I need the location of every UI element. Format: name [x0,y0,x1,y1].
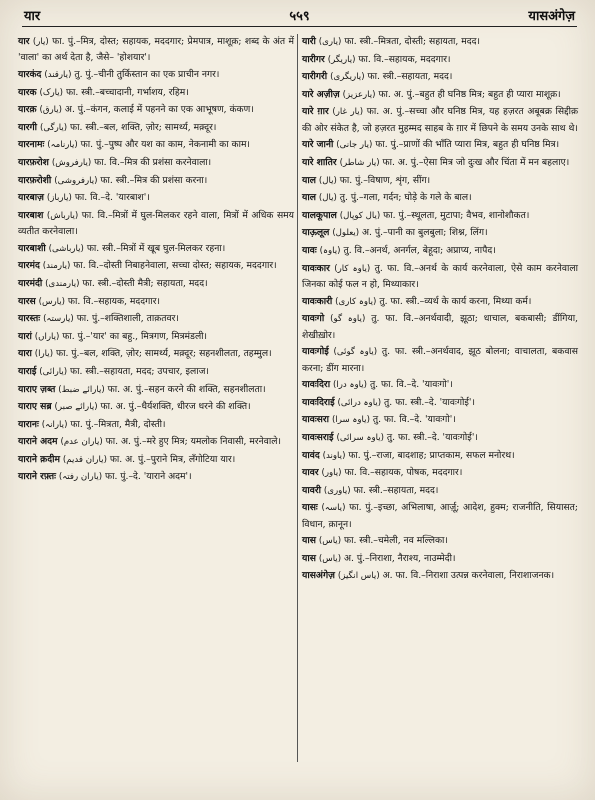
entry-definition: तु. फा. स्त्री.–दे. 'यावःगोई'। [384,396,475,408]
entry-definition: तु. फा. वि.–दे. 'यावःगो'। [369,379,453,391]
entry-urdu-spelling: (یال) [318,193,337,204]
entry-definition: फा. स्त्री.–बच्चादानी, गर्भाशय, रहिम। [65,86,189,98]
entry-headword: यारमंदी [18,277,43,289]
dictionary-entry [18,241,294,257]
dictionary-entry [302,87,578,103]
entry-definition: तु. पुं.–चीनी तुर्किस्तान का एक प्राचीन नगर। [74,69,220,80]
entry-definition: अ. पुं.–कंगन, कलाई में पहनने का एक आभूषण, कंकण। [64,104,254,116]
dictionary-entry [18,67,294,83]
entry-definition: फा. पुं.–'यार' का बहु., मित्रगण, मित्रमंडली। [62,330,208,342]
entry-definition: फा. अ. पुं.–मरे हुए मित्र; यमलोक निवासी, मरनेवाले। [105,436,281,448]
dictionary-entry [302,568,578,584]
page-number: ५५९ [289,9,310,24]
entry-urdu-spelling: (یاس انگیز) [337,571,380,582]
dictionary-entry [18,120,294,136]
entry-headword: याराने क़दीम [18,453,60,465]
entry-headword: यारीगरी [302,71,328,83]
entry-urdu-spelling: (یارانہ) [41,419,68,430]
entry-headword: याऊ़लूल [302,227,330,239]
dictionary-entry [302,465,578,481]
entry-urdu-spelling: (یارگی) [39,122,68,133]
dictionary-entry [18,190,294,206]
entry-urdu-spelling: (یارباش) [46,210,79,221]
entry-urdu-spelling: (یارباشی) [48,243,84,254]
entry-headword: यार [18,36,30,47]
entry-headword: याल [302,174,316,186]
entry-definition: तु. पुं.–गला, गर्दन; घोड़े के गले के बाल। [339,192,472,204]
entry-definition: तु. वि.–अनर्थ, अनर्गल, बेहूदा; अप्राप्य, नापैद। [343,244,496,256]
entry-urdu-spelling: (یارک) [39,87,64,98]
dictionary-entry [302,190,578,206]
entry-urdu-spelling: (یاسہ) [321,503,346,514]
entry-headword: यारा [18,348,32,360]
entry-urdu-spelling: (یاوری) [323,485,351,496]
dictionary-entry [18,137,294,153]
entry-urdu-spelling: (یارق) [39,105,62,116]
right-column [302,34,578,586]
entry-definition: फा. अ. पुं.–पुराने मित्र, लँगोटिया यार। [109,453,236,465]
entry-definition: फा. पुं.–बल, शक्ति, ज़ोर; सामर्थ्य, मक़्दूर; सहनशीलता, तहम्मुल। [55,348,272,360]
entry-urdu-spelling: (یارباز) [46,193,72,204]
entry-headword: यारीगर [302,53,325,65]
entry-headword: यावःकार [302,262,330,274]
dictionary-entry [302,294,578,310]
entry-definition: फा. वि.–सहायक, मददगार। [358,53,451,65]
entry-headword: याराने रफ़्तः [18,471,56,483]
entry-definition: फा. वि.–दे. 'यारबाश'। [74,192,150,204]
entry-urdu-spelling: (یاران رفتہ) [58,472,103,483]
entry-urdu-spelling: (یارعزیز) [342,89,376,100]
entry-definition: फा. पुं.–विषाण, शृंग, सींग। [339,174,431,186]
dictionary-entry [302,483,578,499]
entry-definition: फा. पुं.–मित्र, दोस्त; सहायक, मददगार; प्रेमपात्र, माशूक़; शब्द के अंत में 'वाला' का अर्थ देता है, जैसे– 'होशयार'। [18,36,294,64]
dictionary-entry [18,34,294,66]
dictionary-entry [302,448,578,464]
dictionary-entry [18,155,294,171]
page-header [22,4,577,27]
entry-urdu-spelling: (یارا) [34,349,54,360]
entry-urdu-spelling: (یاوہ درا) [333,380,368,391]
entry-urdu-spelling: (یاوہ کاری) [335,296,377,307]
dictionary-entry [302,500,578,532]
entry-urdu-spelling: (یار غار) [332,107,364,118]
entry-definition: फा. अ. पुं.–बहुत ही घनिष्ठ मित्र; बहुत ही प्यारा माशूक़। [378,88,561,100]
entry-definition: फा. अ. पुं.–धैर्यशक्ति, धीरज धरने की शक्ति। [100,401,251,413]
entry-headword: यारनामः [18,139,45,151]
entry-urdu-spelling: (یارائے صبر) [54,402,98,413]
entry-headword: याल [302,192,316,204]
entry-headword: यारे अज़ीज़ [302,88,340,100]
dictionary-entry [302,377,578,393]
entry-definition: अ. पुं.–निराशा, नैराश्य, नाउम्मेदी। [344,552,456,564]
entry-headword: यावरी [302,484,321,496]
entry-definition: फा. पुं.–इच्छा, अभिलाषा, आर्ज़ू; आदेश, हुक्म; राजनीति, सियासत; विधान, क़ानून। [302,502,579,530]
entry-definition: फा. स्त्री.–मित्र की प्रशंसा करना। [100,174,208,186]
entry-headword: यारबाज़ [18,192,44,204]
entry-urdu-spelling: (یال کوپال) [339,210,381,221]
entry-headword: यारकंद [18,69,42,80]
entry-urdu-spelling: (یارس) [38,296,65,307]
entry-urdu-spelling: (یارفروش) [51,157,92,168]
dictionary-entry [302,261,578,293]
entry-definition: फा. स्त्री.–मित्रता, दोस्ती; सहायता, मदद। [344,36,481,47]
dictionary-entry [18,311,294,327]
entry-urdu-spelling: (یاوہ سرائی) [336,432,384,443]
entry-definition: अ. पुं.–पानी का बुलबुला; शिश्न, लिंग। [362,227,488,239]
dictionary-entry [302,344,578,376]
entry-urdu-spelling: (یاوہ گو) [330,314,366,325]
dictionary-entry [302,52,578,68]
column-divider [297,34,298,762]
dictionary-entry [18,399,294,415]
entry-urdu-spelling: (یاس) [318,536,342,547]
entry-headword: यारे जानी [302,139,334,151]
entry-headword: यारमंद [18,260,40,272]
entry-urdu-spelling: (یاوہ) [319,245,341,256]
entry-urdu-spelling: (یاری) [318,37,342,47]
entry-urdu-spelling: (یاوہ کار) [334,263,371,274]
entry-urdu-spelling: (یاران عدم) [60,437,103,448]
dictionary-entry [302,225,578,241]
entry-urdu-spelling: (یارقند) [44,70,72,80]
dictionary-entry [302,208,578,224]
entry-headword: यारक [18,86,37,98]
entry-urdu-spelling: (یاران قدیم) [62,454,107,465]
entry-headword: याराई [18,365,37,377]
entry-headword: यास [302,535,316,547]
entry-definition: तु. फा. वि.–अनर्थवादी, झूठा; धाचाल, बकबासी; डींगिया, शेखीख़ोर। [302,313,579,341]
dictionary-entry [18,258,294,274]
entry-headword: यारफ़रोश [18,156,49,168]
dictionary-entry [302,533,578,549]
left-column [18,34,294,487]
dictionary-entry [302,34,578,50]
dictionary-entry [18,276,294,292]
dictionary-entry [18,346,294,362]
entry-definition: फा. स्त्री.–बल, शक्ति, ज़ोर; सामर्थ्य, मक़्दूर। [70,121,217,133]
entry-headword: यारबाशी [18,242,46,254]
entry-urdu-spelling: (یار) [32,37,49,47]
entry-headword: यारानः [18,418,39,430]
entry-definition: फा. पुं.–मित्रता, मैत्री, दोस्ती। [70,418,166,430]
dictionary-entry [18,382,294,398]
dictionary-entry [302,69,578,85]
dictionary-entry [302,155,578,171]
entry-definition: तु. फा. वि.–अनर्थ के कार्य करनेवाला, ऐसे काम करनेवाला जिनका कोई फल न हो, मिथ्याकार। [302,262,578,290]
entry-headword: याराए सब्र [18,401,52,413]
entry-urdu-spelling: (یارمند) [42,261,71,272]
entry-headword: यावःसरा [302,414,330,426]
dictionary-entry [302,412,578,428]
dictionary-entry [18,329,294,345]
entry-headword: यारे ग़ार [302,106,329,118]
dictionary-entry [302,137,578,153]
entry-urdu-spelling: (یارمندی) [45,278,80,289]
entry-urdu-spelling: (یاوند) [322,450,346,461]
entry-definition: फा. पुं.–पुष्प और यश का काम, नेकनामी का काम। [80,139,250,151]
entry-definition: फा. वि.–दोस्ती निबाहनेवाला, सच्चा दोस्त; सहायक, मददगार। [73,260,277,272]
entry-definition: फा. स्त्री.–चमेली, नव मल्लिका। [344,535,448,547]
entry-urdu-spelling: (یاوہ گوئی) [333,347,378,358]
entry-definition: फा. पुं.–स्थूलता, मुटापा; वैभव, शानोशौकत। [383,209,530,221]
entry-definition: तु. फा. स्त्री.–दे. 'यावःगोई'। [386,431,478,443]
entry-definition: फा. स्त्री.–सहायता, मदद; उपचार, इलाज। [70,365,209,377]
entry-definition: फा. पुं.–दे. 'याराने अदम'। [105,471,192,483]
entry-definition: तु. फा. वि.–दे. 'यावःगो'। [372,414,456,426]
dictionary-entry [18,102,294,118]
entry-definition: फा. वि.–मित्र की प्रशंसा करनेवाला। [94,156,212,168]
entry-headword: यारस [18,295,36,307]
entry-headword: यारक़ [18,104,37,116]
entry-headword: याराने अदम [18,436,58,448]
entry-definition: फा. पुं.–शक्तिशाली, ताक़तवर। [76,313,179,325]
entry-headword: याराए ज़ब्त [18,383,56,395]
dictionary-entry [302,243,578,259]
dictionary-entry [302,430,578,446]
dictionary-entry [18,434,294,450]
entry-urdu-spelling: (یاوہ درائی) [337,397,382,408]
entry-urdu-spelling: (یارفروشی) [54,175,98,186]
entry-headword: यारस्तः [18,313,41,325]
entry-definition: फा. स्त्री.–सहायता, मदद। [353,484,439,496]
entry-urdu-spelling: (یاراں) [34,331,60,342]
dictionary-entry [302,173,578,189]
entry-urdu-spelling: (یال) [318,175,337,186]
entry-headword: यारबाश [18,209,44,221]
entry-headword: यारगी [18,121,38,133]
entry-headword: यारफ़रोशी [18,174,52,186]
entry-urdu-spelling: (یاوہ سرا) [331,415,370,426]
entry-headword: यासअंगेज़ [302,570,335,582]
entry-headword: यावर [302,467,319,479]
entry-definition: फा. स्त्री.–मित्रों में खूब घुल-मिलकर रहना। [86,242,226,254]
entry-urdu-spelling: (یاس) [318,553,342,564]
entry-headword: यावःदिरा [302,379,331,391]
entry-headword: यावंद [302,449,320,461]
dictionary-entry [18,294,294,310]
entry-definition: फा. वि.–सहायक, पोषक, मददगार। [344,467,463,479]
dictionary-entry [18,452,294,468]
entry-headword: यारी [302,36,316,47]
entry-headword: यासः [302,502,318,514]
entry-urdu-spelling: (یارائے ضبط) [58,384,105,395]
entry-headword: यावः [302,244,317,256]
dictionary-entry [18,173,294,189]
entry-headword: यारां [18,330,32,342]
entry-urdu-spelling: (یارنامہ) [47,140,78,151]
entry-definition: फा. स्त्री.–दोस्ती मैत्री; सहायता, मदद। [82,277,208,289]
header-right-guideword: यासअंगेज़ [528,9,575,24]
entry-headword: यावःसराई [302,431,334,443]
entry-headword: यारे शातिर [302,156,337,168]
entry-urdu-spelling: (یعلول) [332,228,360,239]
entry-definition: तु. फा. स्त्री.–अनर्थवाद, झूठ बोलना; वाचालता, बकवास करना; डींग मारना। [302,346,579,374]
entry-urdu-spelling: (یارائی) [39,366,68,377]
entry-definition: फा. अ. पुं.–ऐसा मित्र जो दुःख और चिंता में मन बहलाए। [382,156,570,168]
dictionary-entry [302,311,578,343]
entry-definition: फा. स्त्री.–सहायता, मदद। [367,71,453,83]
entry-definition: तु. फा. स्त्री.–व्यर्थ के कार्य करना, मिथ्या कर्म। [379,295,532,307]
entry-headword: यालकूपाल [302,209,337,221]
entry-definition: फा. अ. पुं.–सच्चा और घनिष्ठ मित्र, यह हज़रत अबूबक्र सिद्दीक़ की ओर संकेत है, जो हज़रत मुहम्मद साहब के ग़ार में छिपने के समय उनके साथ थे। [302,106,579,134]
entry-headword: यास [302,552,316,564]
entry-definition: फा. वि.–सहायक, मददगार। [67,295,160,307]
dictionary-entry [302,551,578,567]
entry-definition: फा. अ. पुं.–सहन करने की शक्ति, सहनशीलता। [107,383,266,395]
entry-definition: फा. वि.–मित्रों में घुल-मिलकर रहने वाला, मित्रों में अधिक समय व्यतीत करनेवाला। [18,209,294,238]
dictionary-entry [18,469,294,485]
entry-definition: फा. पुं.–प्राणों की भाँति प्यारा मित्र, बहुत ही घनिष्ठ मित्र। [375,139,560,151]
entry-definition: अ. फा. वि.–निराशा उत्पन्न करनेवाला, निराशाजनक। [382,570,555,582]
dictionary-entry [18,417,294,433]
entry-headword: यावःदिराई [302,396,335,408]
dictionary-entry [302,104,578,136]
header-left-guideword: यार [24,9,41,24]
entry-definition: फा. पुं.–राजा, बादशाह; प्राप्तकाम, सफल मनोरथ। [348,449,515,461]
dictionary-entry [18,208,294,240]
entry-urdu-spelling: (یاور) [321,468,342,479]
entry-urdu-spelling: (یاریگری) [330,72,365,83]
dictionary-entry [18,364,294,380]
entry-urdu-spelling: (یاریگر) [327,54,356,65]
entry-urdu-spelling: (یارستہ) [43,314,74,325]
entry-urdu-spelling: (یار جانی) [336,140,373,151]
entry-urdu-spelling: (یار شاطر) [339,157,380,168]
entry-headword: यावःकारी [302,295,333,307]
dictionary-entry [302,395,578,411]
entry-headword: यावःगो [302,313,325,325]
dictionary-entry [18,85,294,101]
entry-headword: यावःगोई [302,346,329,358]
